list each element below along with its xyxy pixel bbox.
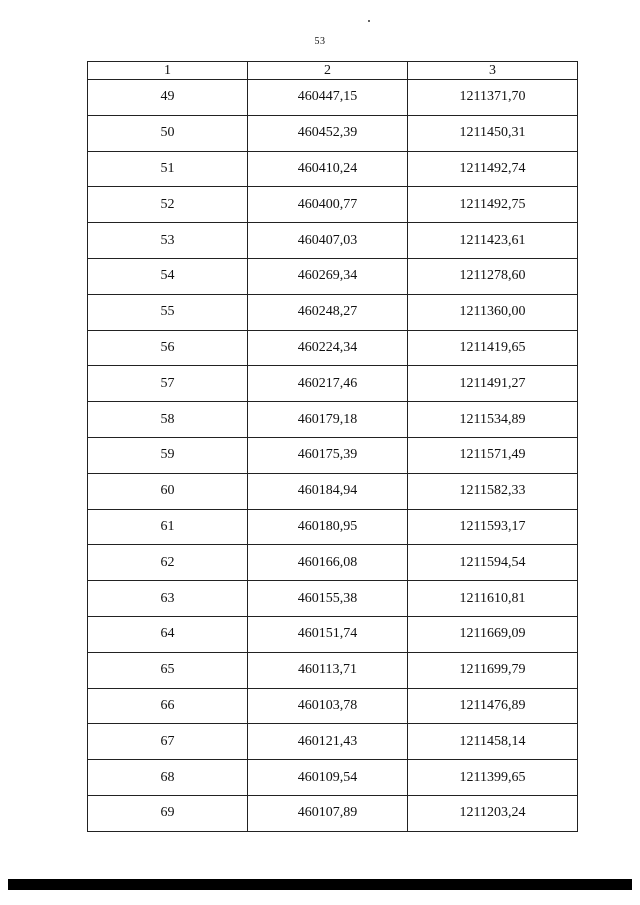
point-number-cell: 67 [88, 724, 248, 760]
point-number-cell: 61 [88, 509, 248, 545]
x-coordinate-cell: 460107,89 [248, 795, 408, 831]
header-row [88, 62, 578, 80]
table-body [88, 80, 578, 832]
table-header [88, 62, 578, 80]
table-row [88, 616, 578, 652]
x-coordinate-cell: 460175,39 [248, 437, 408, 473]
table-row [88, 795, 578, 831]
point-number-cell: 58 [88, 402, 248, 438]
y-coordinate-cell: 1211571,49 [408, 437, 578, 473]
bottom-scan-bar [8, 879, 632, 890]
page-number: 53 [314, 36, 326, 47]
y-coordinate-cell: 1211371,70 [408, 80, 578, 116]
x-coordinate-cell: 460180,95 [248, 509, 408, 545]
point-number-cell: 56 [88, 330, 248, 366]
table-row [88, 402, 578, 438]
x-coordinate-cell: 460121,43 [248, 724, 408, 760]
table-row [88, 509, 578, 545]
x-coordinate-cell: 460103,78 [248, 688, 408, 724]
y-coordinate-cell: 1211582,33 [408, 473, 578, 509]
table-row [88, 258, 578, 294]
point-number-cell: 54 [88, 258, 248, 294]
coordinates-table [87, 61, 578, 832]
x-coordinate-cell: 460155,38 [248, 581, 408, 617]
y-coordinate-cell: 1211450,31 [408, 115, 578, 151]
y-coordinate-cell: 1211203,24 [408, 795, 578, 831]
column-header-2: 2 [248, 62, 408, 80]
y-coordinate-cell: 1211669,09 [408, 616, 578, 652]
point-number-cell: 51 [88, 151, 248, 187]
y-coordinate-cell: 1211491,27 [408, 366, 578, 402]
table-row [88, 437, 578, 473]
point-number-cell: 57 [88, 366, 248, 402]
table-row [88, 330, 578, 366]
y-coordinate-cell: 1211534,89 [408, 402, 578, 438]
x-coordinate-cell: 460447,15 [248, 80, 408, 116]
point-number-cell: 68 [88, 760, 248, 796]
table-row [88, 223, 578, 259]
x-coordinate-cell: 460269,34 [248, 258, 408, 294]
y-coordinate-cell: 1211360,00 [408, 294, 578, 330]
column-header-1: 1 [88, 62, 248, 80]
y-coordinate-cell: 1211492,75 [408, 187, 578, 223]
point-number-cell: 65 [88, 652, 248, 688]
y-coordinate-cell: 1211278,60 [408, 258, 578, 294]
table-row [88, 473, 578, 509]
x-coordinate-cell: 460109,54 [248, 760, 408, 796]
y-coordinate-cell: 1211610,81 [408, 581, 578, 617]
x-coordinate-cell: 460224,34 [248, 330, 408, 366]
y-coordinate-cell: 1211419,65 [408, 330, 578, 366]
x-coordinate-cell: 460400,77 [248, 187, 408, 223]
x-coordinate-cell: 460452,39 [248, 115, 408, 151]
y-coordinate-cell: 1211458,14 [408, 724, 578, 760]
point-number-cell: 60 [88, 473, 248, 509]
table-row [88, 187, 578, 223]
point-number-cell: 52 [88, 187, 248, 223]
y-coordinate-cell: 1211594,54 [408, 545, 578, 581]
y-coordinate-cell: 1211423,61 [408, 223, 578, 259]
x-coordinate-cell: 460217,46 [248, 366, 408, 402]
x-coordinate-cell: 460166,08 [248, 545, 408, 581]
y-coordinate-cell: 1211593,17 [408, 509, 578, 545]
table-row [88, 115, 578, 151]
x-coordinate-cell: 460113,71 [248, 652, 408, 688]
table-row [88, 688, 578, 724]
y-coordinate-cell: 1211399,65 [408, 760, 578, 796]
y-coordinate-cell: 1211476,89 [408, 688, 578, 724]
point-number-cell: 62 [88, 545, 248, 581]
point-number-cell: 64 [88, 616, 248, 652]
table-row [88, 652, 578, 688]
table-row [88, 545, 578, 581]
column-header-3: 3 [408, 62, 578, 80]
table-row [88, 294, 578, 330]
table-row [88, 366, 578, 402]
x-coordinate-cell: 460407,03 [248, 223, 408, 259]
scan-speck [368, 20, 370, 22]
point-number-cell: 50 [88, 115, 248, 151]
x-coordinate-cell: 460410,24 [248, 151, 408, 187]
point-number-cell: 49 [88, 80, 248, 116]
x-coordinate-cell: 460151,74 [248, 616, 408, 652]
x-coordinate-cell: 460179,18 [248, 402, 408, 438]
table-row [88, 724, 578, 760]
point-number-cell: 59 [88, 437, 248, 473]
point-number-cell: 63 [88, 581, 248, 617]
y-coordinate-cell: 1211699,79 [408, 652, 578, 688]
x-coordinate-cell: 460184,94 [248, 473, 408, 509]
point-number-cell: 53 [88, 223, 248, 259]
table-row [88, 80, 578, 116]
x-coordinate-cell: 460248,27 [248, 294, 408, 330]
table-row [88, 581, 578, 617]
point-number-cell: 55 [88, 294, 248, 330]
table-row [88, 760, 578, 796]
point-number-cell: 66 [88, 688, 248, 724]
point-number-cell: 69 [88, 795, 248, 831]
y-coordinate-cell: 1211492,74 [408, 151, 578, 187]
table-row [88, 151, 578, 187]
